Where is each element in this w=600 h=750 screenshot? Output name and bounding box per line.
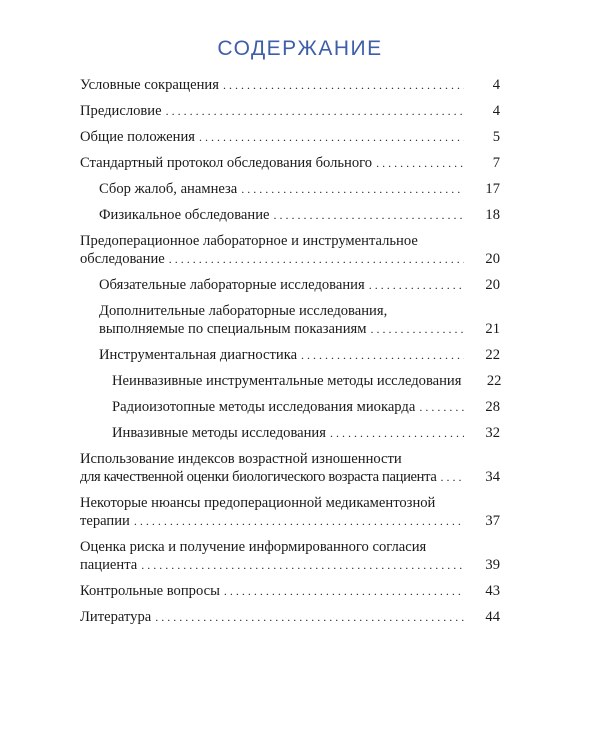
toc-entry-label: Радиоизотопные методы исследования миокарда: [112, 399, 416, 415]
toc-entry-label: Сбор жалоб, анамнеза: [99, 181, 238, 197]
toc-entry-abbreviations[interactable]: [80, 76, 500, 94]
toc-entry-label: Обязательные лабораторные исследования: [99, 277, 365, 293]
toc-entry-label: Использование индексов возрастной изношенности: [80, 451, 402, 467]
dot-leader: [223, 76, 464, 94]
toc-entry-page: 7: [492, 155, 500, 171]
toc-entry-page: 17: [485, 181, 500, 197]
dot-leader: [134, 512, 464, 530]
toc-entry-page: 18: [485, 207, 500, 223]
dot-leader: [419, 398, 464, 416]
toc-entry-page: 37: [485, 513, 500, 529]
toc-entry-radioisotope[interactable]: [80, 398, 500, 416]
toc-entry-label: Инвазивные методы исследования: [112, 425, 326, 441]
toc-entry-additional-lab[interactable]: [80, 302, 500, 338]
toc-entry-page: 34: [485, 469, 500, 485]
toc-entry-page: 4: [492, 77, 500, 93]
toc-entry-label: пациента: [80, 557, 138, 573]
toc-entry-instrumental[interactable]: [80, 346, 500, 364]
toc-entry-preoperative-exam[interactable]: [80, 232, 500, 268]
toc-entry-page: 21: [485, 321, 500, 337]
toc-entry-noninvasive[interactable]: [80, 372, 500, 390]
toc-entry-drug-therapy[interactable]: [80, 494, 500, 530]
toc-entry-risk-consent[interactable]: [80, 538, 500, 574]
dot-leader: [241, 180, 464, 198]
dot-leader: [376, 154, 464, 172]
toc-entry-complaints[interactable]: [80, 180, 500, 198]
page-title: СОДЕРЖАНИЕ: [217, 37, 383, 60]
toc-entry-preface[interactable]: [80, 102, 500, 120]
toc-entry-standard-protocol[interactable]: [80, 154, 500, 172]
toc-entry-page: 20: [485, 277, 500, 293]
dot-leader: [155, 608, 464, 626]
dot-leader: [141, 556, 464, 574]
toc-entry-label: Оценка риска и получение информированного согласия: [80, 539, 427, 555]
toc-entry-label: выполняемые по специальным показаниям: [99, 321, 367, 337]
toc-entry-page: 44: [485, 609, 500, 625]
toc-entry-page: 22: [485, 347, 500, 363]
toc-entry-page: 22: [486, 373, 502, 389]
dot-leader: [169, 250, 464, 268]
toc-entry-label: Контрольные вопросы: [80, 583, 220, 599]
toc-entry-page: 4: [492, 103, 500, 119]
toc-entry-page: 39: [485, 557, 500, 573]
table-of-contents: [80, 76, 500, 634]
dot-leader: [301, 346, 464, 364]
toc-entry-page: 20: [485, 251, 500, 267]
toc-entry-label: обследование: [80, 251, 165, 267]
dot-leader: [369, 276, 464, 294]
dot-leader: [274, 206, 464, 224]
toc-entry-label: Предисловие: [80, 103, 162, 119]
toc-entry-label: Условные сокращения: [80, 77, 219, 93]
toc-entry-label: Дополнительные лабораторные исследования,: [99, 303, 388, 319]
toc-entry-age-indices[interactable]: [80, 450, 500, 486]
dot-leader: [166, 102, 464, 120]
toc-entry-label: Некоторые нюансы предоперационной медикаментозной: [80, 495, 436, 511]
toc-entry-invasive[interactable]: [80, 424, 500, 442]
toc-entry-label: Литература: [80, 609, 152, 625]
toc-entry-page: 28: [485, 399, 500, 415]
toc-entry-label: Общие положения: [80, 129, 195, 145]
toc-entry-label: Неинвазивные инструментальные методы исследования: [112, 373, 462, 389]
toc-entry-label: Стандартный протокол обследования больного: [80, 155, 373, 171]
toc-entry-label: Физикальное обследование: [99, 207, 270, 223]
dot-leader: [224, 582, 464, 600]
toc-entry-label: Инструментальная диагностика: [99, 347, 298, 363]
toc-entry-control-questions[interactable]: [80, 582, 500, 600]
toc-entry-label: Предоперационное лабораторное и инструментальное: [80, 233, 418, 249]
dot-leader: [371, 320, 464, 338]
toc-entry-page: 5: [492, 129, 500, 145]
toc-entry-literature[interactable]: [80, 608, 500, 626]
toc-entry-page: 43: [485, 583, 500, 599]
toc-entry-general[interactable]: [80, 128, 500, 146]
toc-entry-page: 32: [485, 425, 500, 441]
dot-leader: [199, 128, 464, 146]
toc-entry-label: для качественной оценки биологического возраста пациента: [80, 469, 437, 485]
dot-leader: [330, 424, 464, 442]
toc-entry-mandatory-lab[interactable]: [80, 276, 500, 294]
toc-entry-label: терапии: [80, 513, 130, 529]
dot-leader: [440, 468, 464, 486]
toc-entry-physical-exam[interactable]: [80, 206, 500, 224]
